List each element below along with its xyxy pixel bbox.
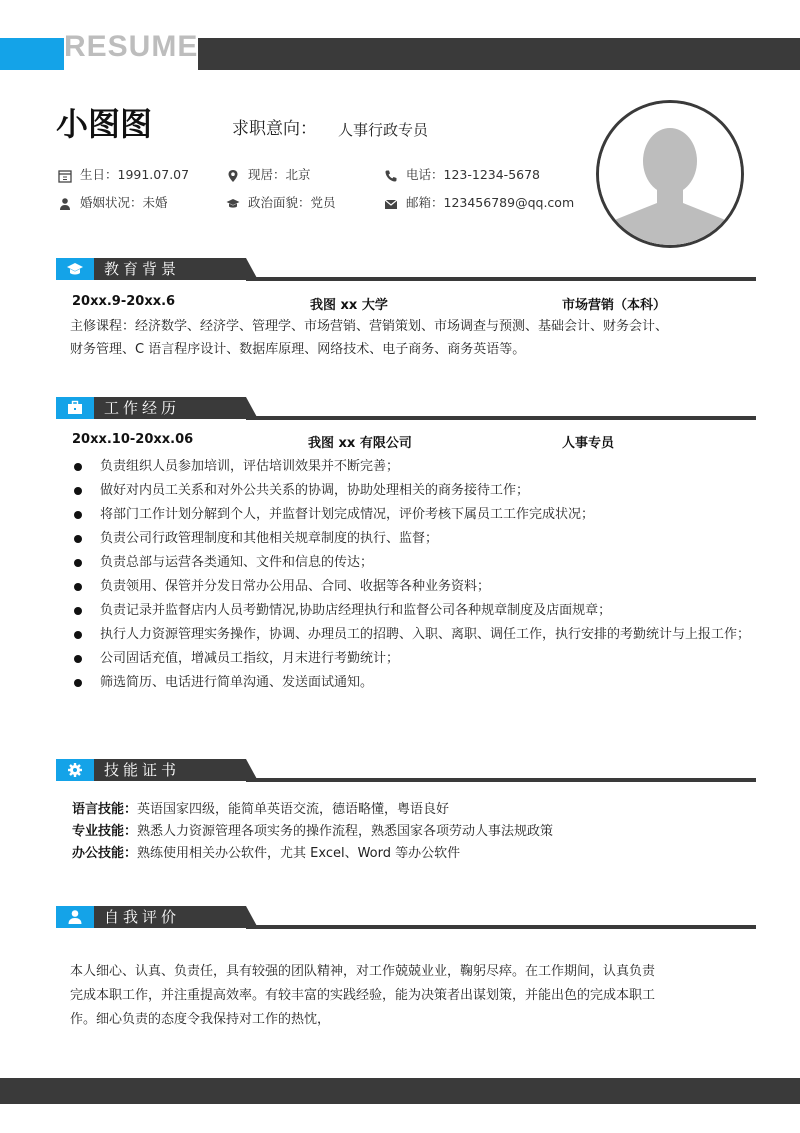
section-education-header <box>56 258 756 284</box>
list-item: 做好对内员工关系和对外公共关系的协调，协助处理相关的商务接待工作； <box>70 479 750 503</box>
list-item: 执行人力资源管理实务操作，协调、办理员工的招聘、入职、离职、调任工作，执行安排的考勤统计与上报工作； <box>70 623 750 647</box>
info-political <box>226 194 336 212</box>
skill-office <box>72 843 460 865</box>
resume-label: RESUME <box>64 30 198 70</box>
work-duties-list <box>70 455 750 695</box>
work-company: 我图 xx 有限公司 <box>308 436 412 451</box>
section-self-title: 自我评价 <box>104 908 181 926</box>
work-period: 20xx.10-20xx.06 <box>72 432 194 447</box>
mail-icon <box>384 197 400 211</box>
self-evaluation-line: 本人细心、认真、负责任，具有较强的团队精神，对工作兢兢业业，鞠躬尽瘁。在工作期间，认真负责 <box>70 964 656 979</box>
skill-language-value: 英语国家四级，能简单英语交流，德语略懂，粤语良好 <box>137 802 450 817</box>
list-item: 筛选简历、电话进行简单沟通、发送面试通知。 <box>70 671 750 695</box>
self-evaluation-text <box>70 960 750 1032</box>
section-skills-header <box>56 759 756 785</box>
edu-courses-line: 财务管理、C 语言程序设计、数据库原理、网络技术、电子商务、商务英语等。 <box>70 342 526 357</box>
skill-language-label: 语言技能： <box>72 802 138 817</box>
info-marital <box>58 194 168 212</box>
info-marital-text: 婚姻状况：未婚 <box>80 195 168 210</box>
section-skills-title: 技能证书 <box>104 761 181 779</box>
briefcase-icon <box>66 400 84 416</box>
skill-office-label: 办公技能： <box>72 846 138 861</box>
skill-language <box>72 799 449 821</box>
banner-accent <box>0 38 64 70</box>
info-phone-text: 电话：123-1234-5678 <box>406 167 541 182</box>
edu-period: 20xx.9-20xx.6 <box>72 294 176 309</box>
list-item: 公司固话充值，增减员工指纹，月末进行考勤统计； <box>70 647 750 671</box>
job-intent-label: 求职意向： <box>232 119 317 139</box>
avatar-silhouette-icon <box>599 103 741 245</box>
list-item: 负责总部与运营各类通知、文件和信息的传达； <box>70 551 750 575</box>
info-political-text: 政治面貌：党员 <box>248 195 336 210</box>
edu-major: 市场营销（本科） <box>562 298 667 313</box>
person-icon <box>66 909 84 925</box>
section-work-header <box>56 397 756 423</box>
gear-icon <box>66 762 84 778</box>
list-item: 负责公司行政管理制度和其他相关规章制度的执行、监督； <box>70 527 750 551</box>
info-location <box>226 166 311 184</box>
job-intent-value: 人事行政专员 <box>338 121 429 139</box>
person-icon <box>58 197 74 211</box>
section-work-title: 工作经历 <box>104 399 181 417</box>
section-education-title: 教育背景 <box>104 260 181 278</box>
self-evaluation-line: 作。细心负责的态度令我保持对工作的热忱， <box>70 1012 331 1027</box>
skill-professional-label: 专业技能： <box>72 824 138 839</box>
avatar <box>596 100 744 248</box>
graduation-cap-icon <box>226 197 242 211</box>
phone-icon <box>384 169 400 183</box>
skill-office-value: 熟练使用相关办公软件，尤其 Excel、Word 等办公软件 <box>137 846 461 861</box>
work-position: 人事专员 <box>562 436 615 451</box>
calendar-icon <box>58 169 74 183</box>
graduation-cap-icon <box>66 261 84 277</box>
edu-courses-line: 主修课程：经济数学、经济学、管理学、市场营销、营销策划、市场调查与预测、基础会计、财务会计、 <box>70 319 669 334</box>
self-evaluation-line: 完成本职工作，并注重提高效率。有较丰富的实践经验，能为决策者出谋划策，并能出色的完成本职工 <box>70 988 656 1003</box>
info-birth <box>58 166 189 184</box>
list-item: 负责组织人员参加培训，评估培训效果并不断完善； <box>70 455 750 479</box>
section-self-header <box>56 906 756 932</box>
list-item: 将部门工作计划分解到个人，并监督计划完成情况，评价考核下属员工工作完成状况； <box>70 503 750 527</box>
edu-courses <box>70 315 750 361</box>
info-email <box>384 194 574 212</box>
list-item: 负责记录并监督店内人员考勤情况,协助店经理执行和监督公司各种规章制度及店面规章； <box>70 599 750 623</box>
skill-professional-value: 熟悉人力资源管理各项实务的操作流程，熟悉国家各项劳动人事法规政策 <box>137 824 554 839</box>
list-item: 负责领用、保管并分发日常办公用品、合同、收据等各种业务资料； <box>70 575 750 599</box>
edu-school: 我图 xx 大学 <box>310 298 388 313</box>
location-pin-icon <box>226 169 242 183</box>
info-birth-text: 生日：1991.07.07 <box>80 167 190 182</box>
info-location-text: 现居：北京 <box>248 167 311 182</box>
info-email-text: 邮箱：123456789@qq.com <box>406 195 575 210</box>
candidate-name: 小图图 <box>56 105 153 143</box>
banner-bar <box>198 38 800 70</box>
info-phone <box>384 166 540 184</box>
footer-bar <box>0 1078 800 1104</box>
skill-professional <box>72 821 553 843</box>
